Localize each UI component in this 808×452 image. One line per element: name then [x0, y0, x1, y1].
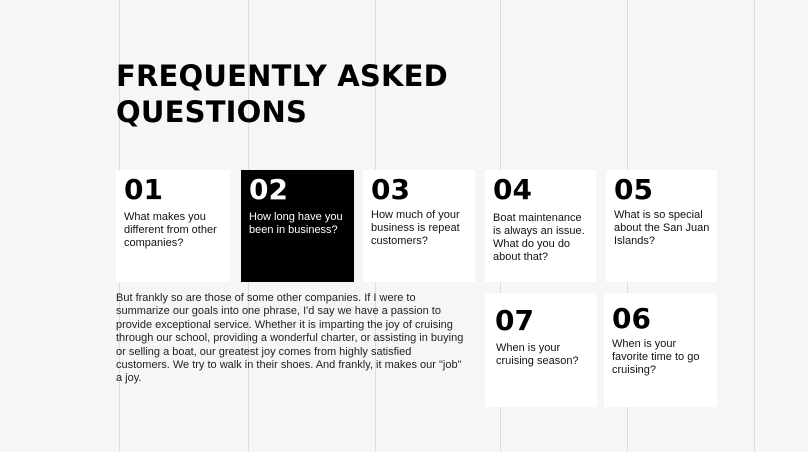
- faq-card-02[interactable]: [241, 170, 354, 282]
- faq-number: 05: [614, 173, 653, 206]
- faq-number: 06: [612, 302, 651, 335]
- faq-number: 07: [495, 304, 534, 337]
- faq-question: How long have you been in business?: [249, 211, 343, 236]
- faq-question: What is so special about the San Juan Islands?: [614, 209, 710, 247]
- faq-card-07[interactable]: [485, 293, 597, 407]
- faq-card-06[interactable]: [604, 293, 717, 407]
- faq-card-03[interactable]: [363, 170, 475, 282]
- faq-card-04[interactable]: [485, 170, 596, 282]
- page-title-line-1: FREQUENTLY ASKED: [116, 59, 448, 93]
- faq-number: 04: [493, 173, 532, 206]
- faq-number: 01: [124, 173, 163, 206]
- page-title-line-2: QUESTIONS: [116, 95, 308, 129]
- faq-question: When is your favorite time to go cruising?: [612, 338, 700, 376]
- faq-question: Boat maintenance is always an issue. What do you do about that?: [493, 212, 585, 263]
- faq-card-01[interactable]: [116, 170, 230, 282]
- faq-number: 02: [249, 173, 288, 206]
- grid-line: [754, 0, 755, 452]
- faq-number: 03: [371, 173, 410, 206]
- faq-card-05[interactable]: [606, 170, 717, 282]
- faq-answer-text: But frankly so are those of some other companies. If I were to summarize our goals into one phrase, I'd say we have a passion to provide exceptional service. Whether it is imparting the joy of cruising through our school, providing a wonderful charter, or assisting in buying or selling a boat, our greatest joy comes from highly satisfied customers. We try to walk in their shoes. And frankly, it makes our "job" a joy.: [116, 292, 464, 385]
- faq-question: How much of your business is repeat customers?: [371, 209, 460, 247]
- page-title: [116, 58, 448, 130]
- faq-question: What makes you different from other companies?: [124, 211, 217, 249]
- faq-question: When is your cruising season?: [496, 342, 579, 367]
